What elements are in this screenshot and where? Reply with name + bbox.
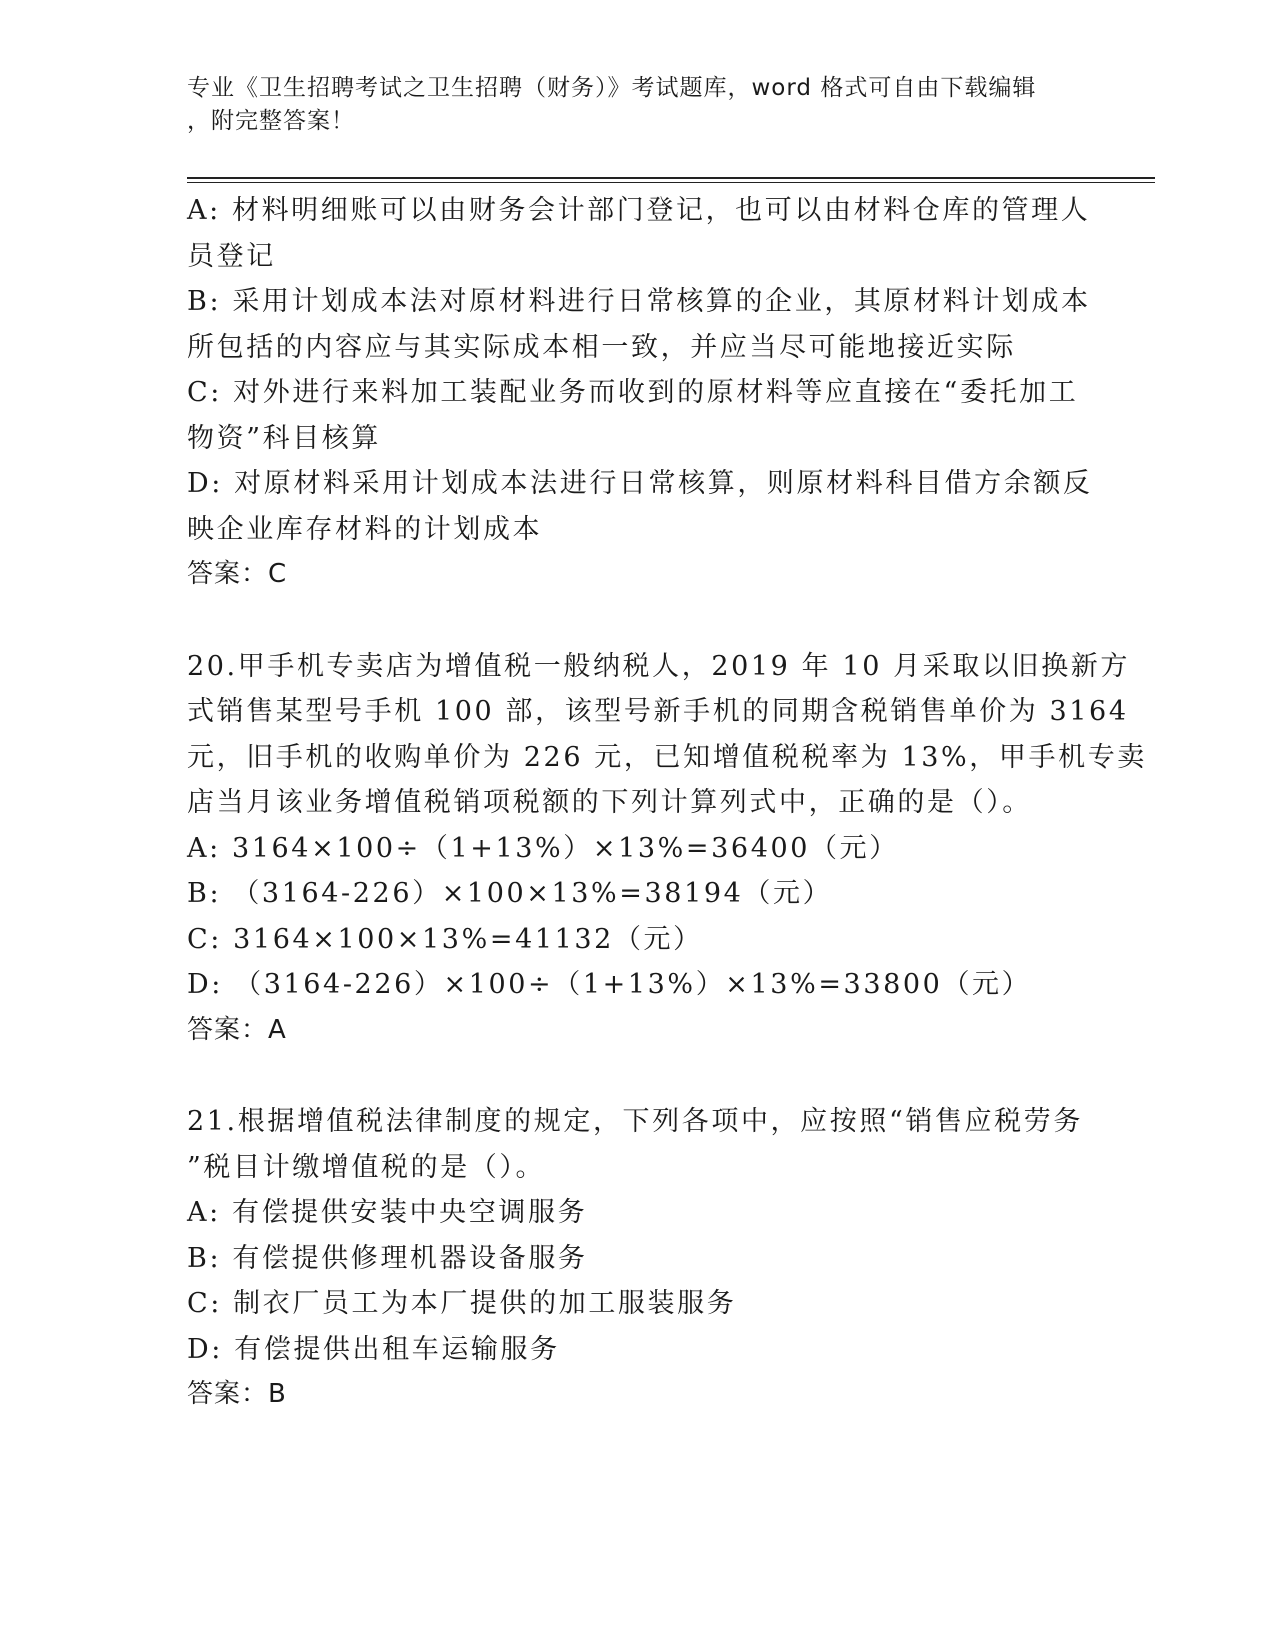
- q19-option-a-line-2: 员登记: [187, 240, 276, 272]
- q20-option-d: D: （3164-226）×100÷（1+13%）×13%=33800（元）: [187, 969, 1032, 1000]
- q21-option-c: C: 制衣厂员工为本厂提供的加工服装服务: [187, 1288, 737, 1319]
- document-header: [187, 72, 1087, 138]
- question-spacer: [187, 1053, 1087, 1099]
- header-divider-thick: [187, 177, 1155, 179]
- q20-option-a: A: 3164×100÷（1+13%）×13%=36400（元）: [187, 832, 899, 864]
- q20-stem-line-2: 式销售某型号手机 100 部，该型号新手机的同期含税销售单价为 3164: [187, 696, 1129, 727]
- q21-option-b: B: 有偿提供修理机器设备服务: [187, 1242, 588, 1274]
- question-21-block: [187, 1099, 1087, 1418]
- header-divider-thin: [187, 182, 1155, 183]
- q20-answer: 答案：A: [187, 1014, 287, 1045]
- q19-option-b-line-2: 所包括的内容应与其实际成本相一致，并应当尽可能地接近实际: [187, 331, 1016, 363]
- header-line-1: 专业《卫生招聘考试之卫生招聘（财务）》考试题库，word 格式可自由下载编辑: [187, 75, 1037, 101]
- q19-option-b-line-1: B: 采用计划成本法对原材料进行日常核算的企业，其原材料计划成本: [187, 286, 1091, 317]
- question-spacer: [187, 598, 1087, 644]
- document-body: [187, 188, 1147, 1418]
- q19-option-a-line-1: A: 材料明细账可以由财务会计部门登记，也可以由材料仓库的管理人: [187, 195, 1091, 226]
- question-19-block: [187, 188, 1093, 598]
- q21-stem-line-2: ”税目计缴增值税的是（）。: [187, 1151, 546, 1183]
- q19-answer: 答案：C: [187, 559, 288, 589]
- q19-option-d-line-1: D: 对原材料采用计划成本法进行日常核算，则原材料科目借方余额反: [187, 468, 1093, 499]
- header-line-2: ，附完整答案！: [187, 108, 355, 134]
- q20-stem-line-1: 20.甲手机专卖店为增值税一般纳税人，2019 年 10 月采取以旧换新方: [187, 650, 1130, 682]
- q20-option-b: B: （3164-226）×100×13%=38194（元）: [187, 878, 833, 909]
- q20-option-c: C: 3164×100×13%=41132（元）: [187, 923, 703, 955]
- q21-option-a: A: 有偿提供安装中央空调服务: [187, 1197, 588, 1228]
- q21-answer: 答案：B: [187, 1379, 287, 1409]
- q19-option-c-line-1: C: 对外进行来料加工装配业务而收到的原材料等应直接在“委托加工: [187, 377, 1079, 408]
- q21-stem-line-1: 21.根据增值税法律制度的规定，下列各项中，应按照“销售应税劳务: [187, 1106, 1083, 1137]
- question-20-block: [187, 644, 1147, 1054]
- q19-option-c-line-2: 物资”科目核算: [187, 422, 382, 454]
- q20-stem-line-4: 店当月该业务增值税销项税额的下列计算列式中，正确的是（）。: [187, 787, 1032, 818]
- q21-option-d: D: 有偿提供出租车运输服务: [187, 1333, 560, 1365]
- q20-stem-line-3: 元，旧手机的收购单价为 226 元，已知增值税税率为 13%，甲手机专卖: [187, 741, 1147, 773]
- q19-option-d-line-2: 映企业库存材料的计划成本: [187, 513, 543, 545]
